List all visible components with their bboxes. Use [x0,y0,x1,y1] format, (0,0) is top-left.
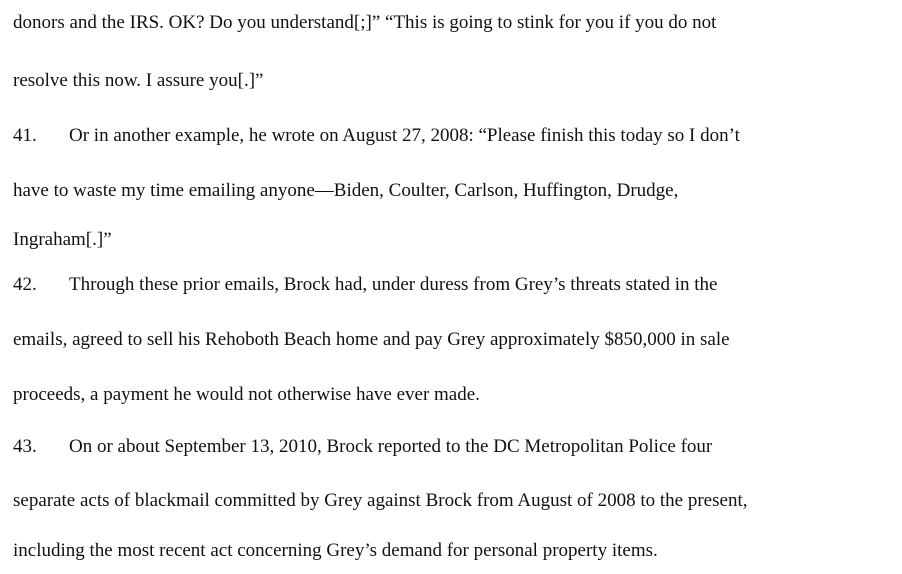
text-line [13,13,716,32]
paragraph-42-line [13,275,717,294]
text-line [13,491,747,510]
line-text: including the most recent act concerning Grey’s demand for personal property items. [13,540,658,561]
line-text: emails, agreed to sell his Rehoboth Beach home and pay Grey approximately $850,000 in sale [13,329,730,350]
text-line [13,71,263,90]
paragraph-number: 42. [13,274,37,295]
line-text: donors and the IRS. OK? Do you understand[;]” “This is going to stink for you if you do not [13,12,717,33]
paragraph-number: 41. [13,125,37,146]
text-line [13,385,480,404]
paragraph-41-line [13,126,740,145]
line-text: resolve this now. I assure you[.]” [13,70,264,91]
line-text: Ingraham[.]” [13,229,112,250]
text-line [13,230,112,249]
line-text: Through these prior emails, Brock had, under duress from Grey’s threats stated in the [69,274,718,295]
text-line [13,330,730,349]
line-text: On or about September 13, 2010, Brock reported to the DC Metropolitan Police four [69,436,713,457]
line-text: have to waste my time emailing anyone—Biden, Coulter, Carlson, Huffington, Drudge, [13,180,679,201]
line-text: Or in another example, he wrote on August 27, 2008: “Please finish this today so I don’t [69,125,740,146]
line-text: separate acts of blackmail committed by Grey against Brock from August of 2008 to the present, [13,490,748,511]
line-text: proceeds, a payment he would not otherwise have ever made. [13,384,480,405]
text-line [13,541,658,560]
text-line [13,181,678,200]
paragraph-number: 43. [13,436,37,457]
paragraph-43-line [13,437,712,456]
